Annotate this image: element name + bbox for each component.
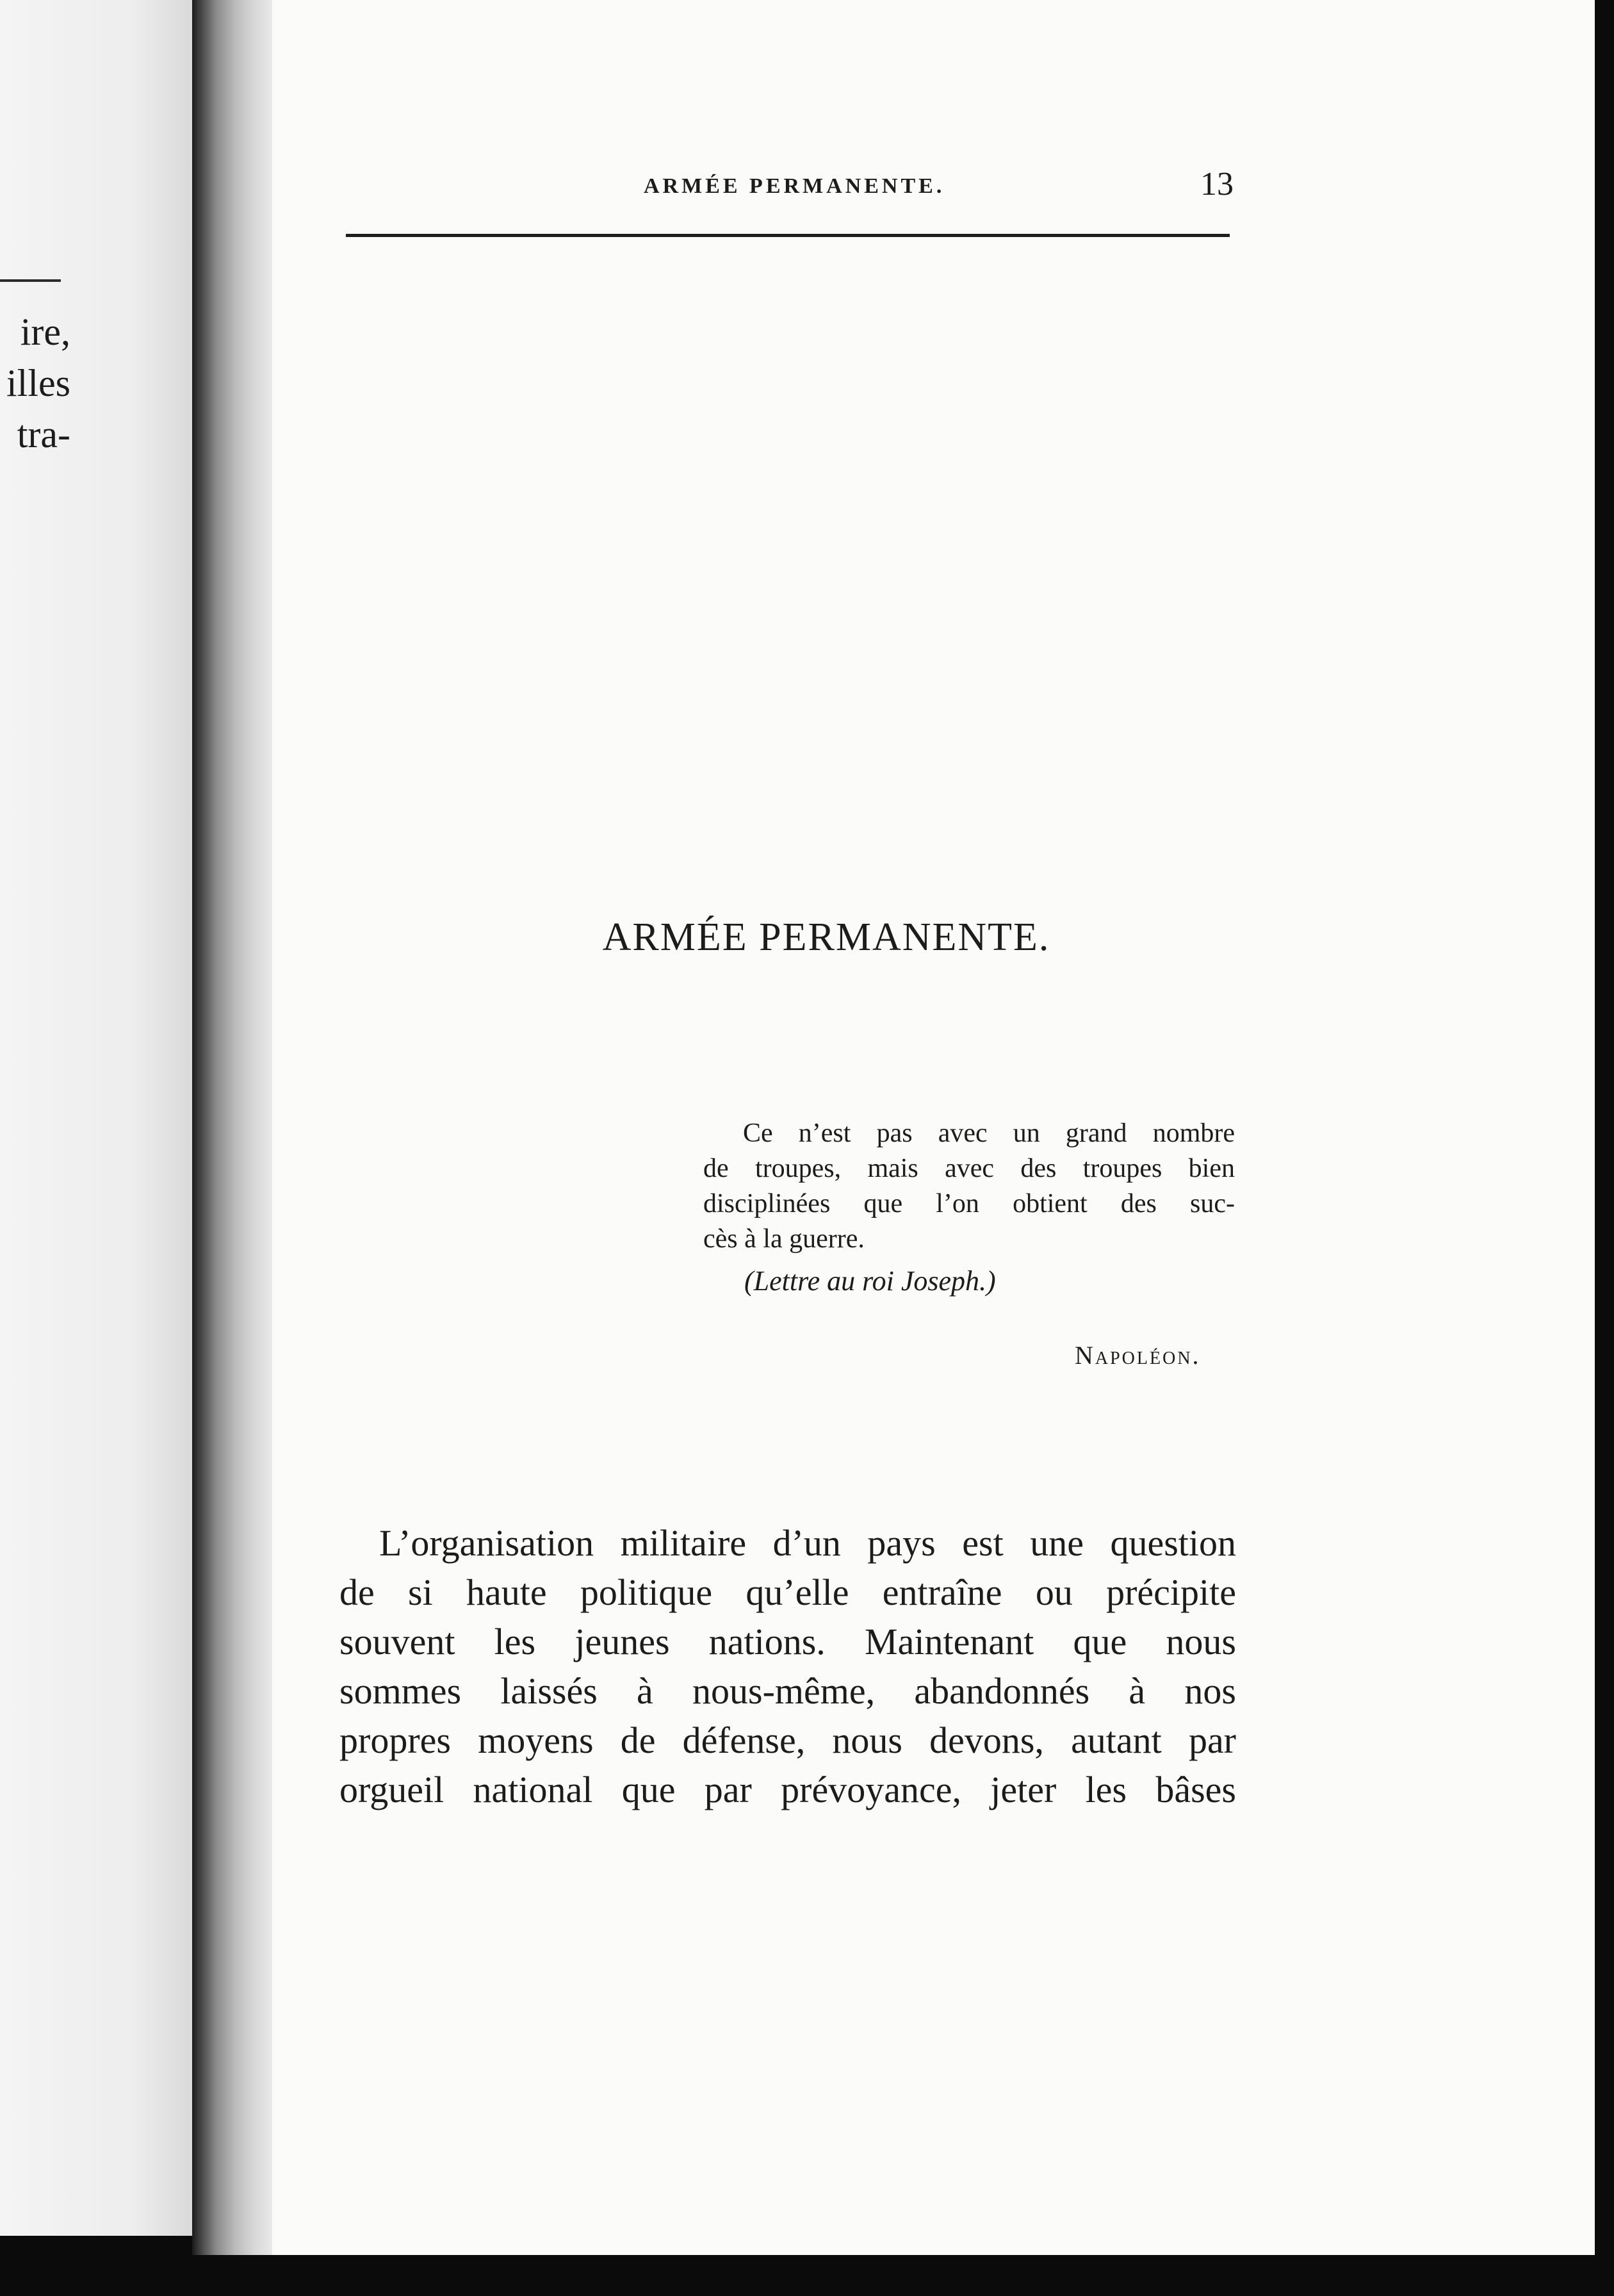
page-edge-bottom [0, 2255, 1614, 2296]
left-page-fragment [0, 0, 192, 2236]
epigraph-line: cès à la guerre. [703, 1224, 865, 1254]
epigraph-line: Ce n’est pas avec un grand nombre [743, 1119, 1235, 1148]
body-paragraph [339, 1518, 1236, 1814]
left-page-rule [0, 279, 61, 282]
left-page-text [0, 306, 167, 460]
epigraph [703, 1116, 1235, 1257]
body-line: propres moyens de défense, nous devons, autant par [339, 1719, 1236, 1761]
running-head-title: ARMÉE PERMANENTE. [644, 174, 945, 198]
left-page-line: ire, [20, 311, 70, 353]
header-rule [346, 234, 1230, 237]
chapter-title: ARMÉE PERMANENTE. [602, 915, 1050, 959]
left-page-line: illes [6, 362, 70, 404]
page-edge-right [1595, 0, 1614, 2296]
book-gutter [192, 0, 272, 2255]
epigraph-author: Napoléon. [1075, 1341, 1201, 1370]
body-line: souvent les jeunes nations. Maintenant que nous [339, 1621, 1236, 1662]
body-line: orgueil national que par prévoyance, jeter les bâses [339, 1769, 1236, 1810]
page-number: 13 [1200, 166, 1234, 202]
epigraph-source: (Lettre au roi Joseph.) [744, 1265, 996, 1297]
epigraph-line: de troupes, mais avec des troupes bien [703, 1154, 1235, 1183]
left-page-line: tra- [17, 413, 70, 455]
body-line: L’organisation militaire d’un pays est une question [379, 1522, 1236, 1564]
body-line: sommes laissés à nous-même, abandonnés à nos [339, 1670, 1236, 1712]
epigraph-line: disciplinées que l’on obtient des suc- [703, 1189, 1235, 1218]
body-line: de si haute politique qu’elle entraîne ou précipite [339, 1571, 1236, 1613]
